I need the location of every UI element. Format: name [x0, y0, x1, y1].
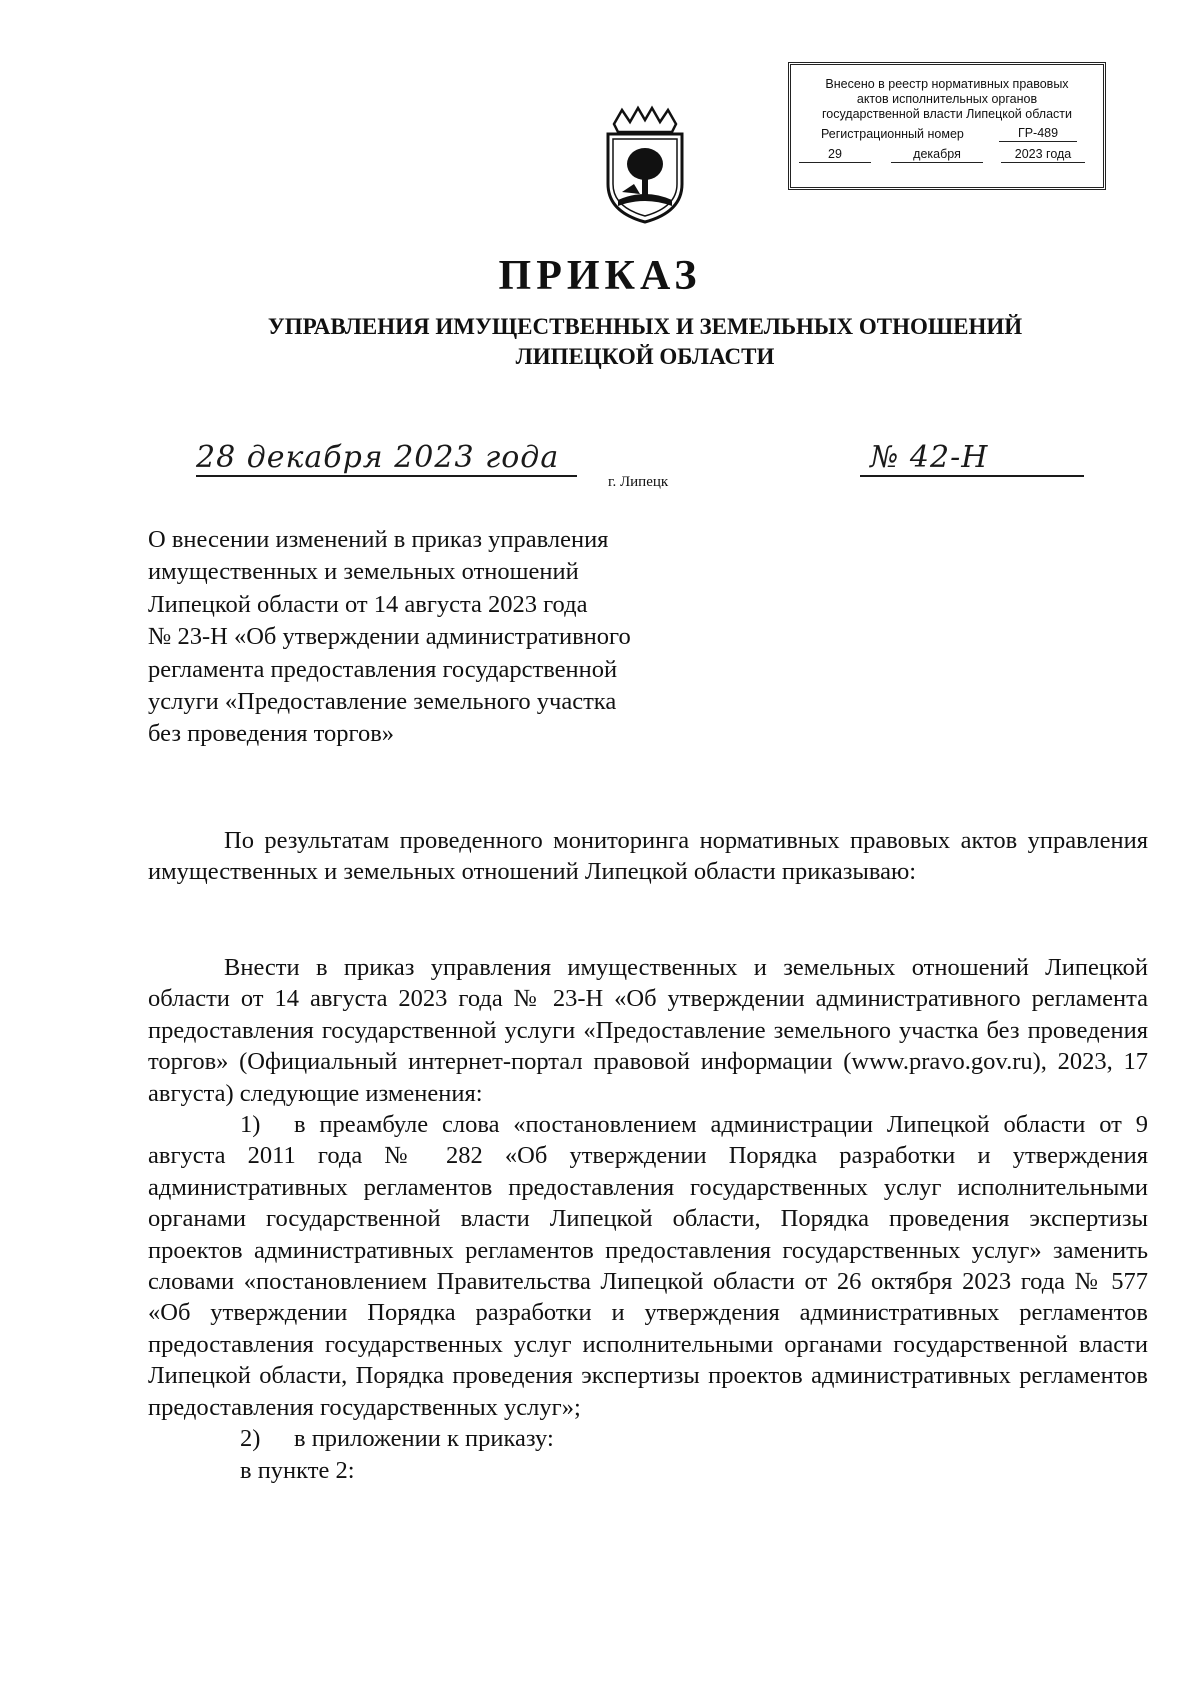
handwritten-date: 28 декабря 2023 года — [196, 440, 577, 477]
trailing-line: в пункте 2: — [240, 1456, 355, 1484]
preamble-block — [148, 825, 1148, 888]
item-number: 2) — [240, 1425, 261, 1453]
stamp-month: декабря — [891, 146, 983, 163]
registration-stamp — [788, 62, 1106, 190]
item-number: 1) — [240, 1111, 261, 1139]
order-subject — [148, 524, 738, 751]
stamp-line-3: государственной власти Липецкой области — [821, 107, 1073, 121]
handwritten-order-number: № 42-Н — [860, 440, 1084, 477]
list-item — [148, 1423, 1148, 1454]
stamp-day: 29 — [799, 146, 871, 163]
subject-line: услуги «Предоставление земельного участка — [148, 688, 617, 716]
order-body — [148, 952, 1148, 1486]
subject-line: Липецкой области от 14 августа 2023 года — [148, 590, 588, 618]
coat-of-arms-icon — [600, 104, 690, 228]
document-type-title: ПРИКАЗ — [498, 253, 702, 299]
organization-line-1: УПРАВЛЕНИЯ ИМУЩЕСТВЕННЫХ И ЗЕМЕЛЬНЫХ ОТНОШЕНИЙ — [267, 314, 1023, 339]
subject-line: регламента предоставления государственной — [148, 655, 618, 683]
item-text: в преамбуле слова «постановлением администрации Липецкой области от 9 августа 2011 года № 282 «Об утверждении Порядка разработки и утверждения административных регламентов предоставления государственных услуг исполнительными органами государственной власти Липецкой области, Порядка проведения экспертизы проектов административных регламентов предоставления государственных услуг» заменить словами «постановлением Правительства Липецкой области от 26 октября 2023 года № 577 «Об утверждении Порядка разработки и утверждения административных регламентов предоставления государственных услуг исполнительными органами государственной власти Липецкой области, Порядка проведения экспертизы проектов административных регламентов предоставления государственных услуг»; — [148, 1111, 1148, 1421]
stamp-reg-label: Регистрационный номер — [821, 127, 964, 141]
organization-name — [0, 312, 1200, 372]
subject-line: О внесении изменений в приказ управления — [148, 526, 609, 553]
stamp-year: 2023 года — [1001, 146, 1085, 163]
preamble-paragraph: По результатам проведенного мониторинга нормативных правовых актов управления имущественных и земельных отношений Липецкой области приказываю: — [148, 827, 1148, 886]
subject-line: имущественных и земельных отношений — [148, 558, 579, 586]
main-paragraph: Внести в приказ управления имущественных и земельных отношений Липецкой области от 14 августа 2023 года № 23-Н «Об утверждении административного регламента предоставления государственной услуги «Предоставление земельного участка без проведения торгов» (Официальный интернет-портал правовой информации (www.pravo.gov.ru), 2023, 17 августа) следующие изменения: — [148, 954, 1148, 1107]
city-label: г. Липецк — [608, 474, 669, 490]
item-text: в приложении к приказу: — [294, 1425, 554, 1453]
subject-line: без проведения торгов» — [148, 720, 395, 748]
subject-line: № 23-Н «Об утверждении административного — [148, 623, 631, 651]
list-item — [148, 1109, 1148, 1423]
organization-line-2: ЛИПЕЦКОЙ ОБЛАСТИ — [515, 344, 775, 369]
stamp-line-2: актов исполнительных органов — [856, 92, 1038, 106]
stamp-reg-number: ГР-489 — [999, 125, 1077, 142]
stamp-line-1: Внесено в реестр нормативных правовых — [825, 77, 1069, 91]
